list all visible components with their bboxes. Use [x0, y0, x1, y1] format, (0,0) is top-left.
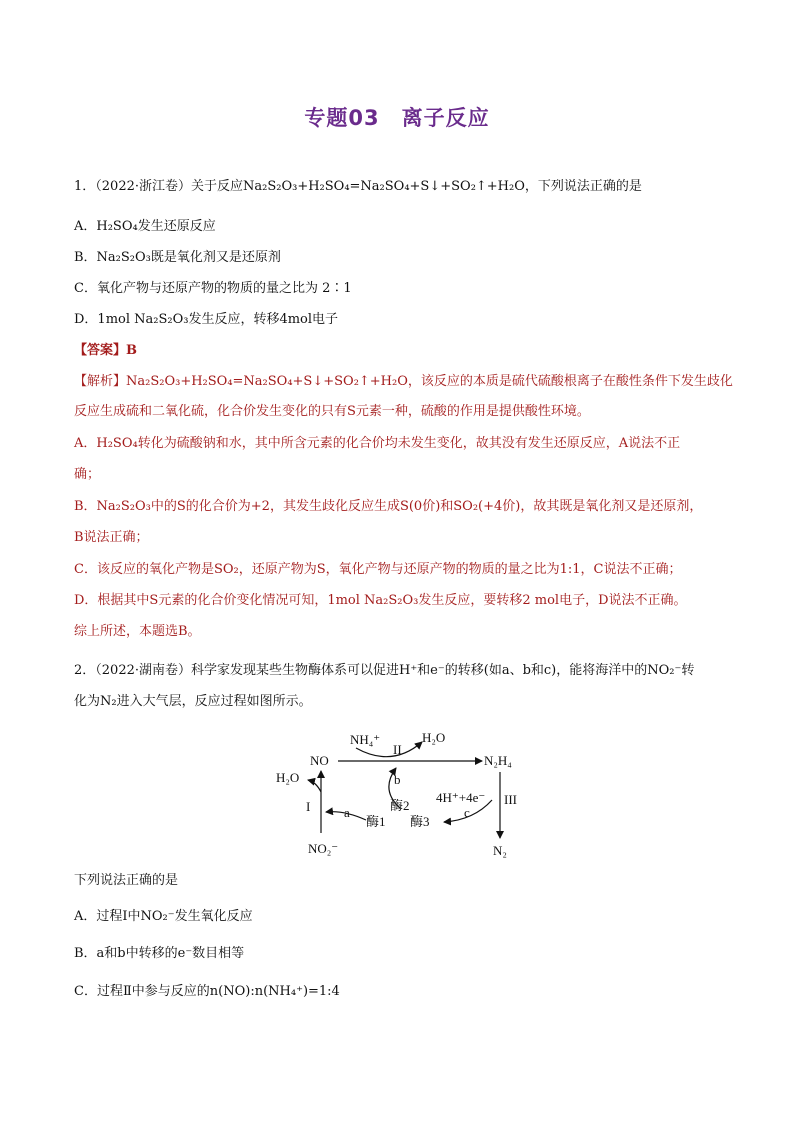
label-nh4: NH₄⁺ — [350, 732, 381, 747]
label-process-iii: III — [504, 792, 517, 807]
q1-stem-suffix: ，下列说法正确的是 — [524, 179, 642, 194]
q1-option-d: D．1mol Na₂S₂O₃发生反应，转移4mol电子 — [74, 312, 339, 327]
q2-stem-line2: 化为N₂进入大气层，反应过程如图所示。 — [74, 694, 312, 709]
q2-question: 下列说法正确的是 — [74, 873, 179, 888]
arrow-to-h2o-left — [308, 780, 321, 792]
label-h2o-left: H₂O — [276, 770, 300, 785]
q1-option-c: C．氧化产物与还原产物的物质的量之比为 2∶1 — [74, 281, 352, 296]
label-process-ii: II — [393, 742, 402, 757]
q1-analysis-line1: 【解析】Na₂S₂O₃+H₂SO₄=Na₂SO₄+S↓+SO₂↑+H₂O，该反应的本质是硫代硫酸根离子在酸性条件下发生歧化 — [74, 374, 733, 389]
label-b: b — [394, 772, 401, 787]
label-no2: NO₂⁻ — [308, 841, 339, 856]
page-title: 专题03 离子反应 — [304, 106, 490, 130]
q1-analysis-a-line1: A．H₂SO₄转化为硫酸钠和水，其中所含元素的化合价均未发生变化，故其没有发生还原反应，A说法不正 — [74, 436, 681, 451]
q1-stem-equation: Na₂S₂O₃+H₂SO₄=Na₂SO₄+S↓+SO₂↑+H₂O — [243, 179, 525, 194]
q2-option-a: A．过程Ⅰ中NO₂⁻发生氧化反应 — [74, 909, 253, 924]
q1-analysis-c: C．该反应的氧化产物是SO₂，还原产物为S，氧化产物与还原产物的物质的量之比为1:1，C说法不正确； — [74, 562, 682, 577]
q1-conclusion: 综上所述，本题选B。 — [74, 624, 201, 639]
label-enzyme2: 酶2 — [390, 798, 410, 813]
q1-analysis-a-line2: 确； — [74, 467, 101, 482]
q2-option-b: B．a和b中转移的e⁻数目相等 — [74, 946, 245, 961]
q1-analysis-b-line2: B说法正确； — [74, 530, 149, 545]
label-n2: N₂ — [493, 843, 507, 858]
label-process-i: I — [306, 799, 311, 814]
label-enzyme3: 酶3 — [410, 814, 430, 829]
q1-analysis-d: D．根据其中S元素的化合价变化情况可知，1mol Na₂S₂O₃发生反应，要转移2 mol电子，D说法不正确。 — [74, 593, 687, 608]
label-h-plus-e: 4H⁺+4e⁻ — [436, 790, 486, 805]
q1-stem-prefix: 1．（2022·浙江卷）关于反应 — [74, 179, 243, 194]
q1-analysis-line2: 反应生成硫和二氧化硫，化合价发生变化的只有S元素一种，硫酸的作用是提供酸性环境。 — [74, 404, 590, 419]
q2-stem-line1: 2．（2022·湖南卷）科学家发现某些生物酶体系可以促进H⁺和e⁻的转移(如a、b和c)，能将海洋中的NO₂⁻转 — [74, 663, 695, 678]
q2-option-c: C．过程Ⅱ中参与反应的n(NO):n(NH₄⁺)=1:4 — [74, 984, 340, 999]
q1-option-a: A．H₂SO₄发生还原反应 — [74, 219, 216, 234]
q1-answer: 【答案】B — [74, 343, 137, 358]
label-h2o-top: H₂O — [422, 730, 446, 745]
reaction-process-diagram — [264, 716, 544, 866]
q1-stem — [74, 179, 642, 195]
label-a: a — [344, 805, 350, 820]
label-no: NO — [310, 753, 329, 768]
label-c: c — [464, 805, 470, 820]
q1-analysis-b-line1: B．Na₂S₂O₃中的S的化合价为+2，其发生歧化反应生成S(0价)和SO₂(+4价)，故其既是氧化剂又是还原剂， — [74, 499, 703, 514]
label-n2h4: N₂H₄ — [484, 753, 512, 768]
q1-option-b: B．Na₂S₂O₃既是氧化剂又是还原剂 — [74, 250, 281, 265]
label-enzyme1: 酶1 — [366, 814, 386, 829]
